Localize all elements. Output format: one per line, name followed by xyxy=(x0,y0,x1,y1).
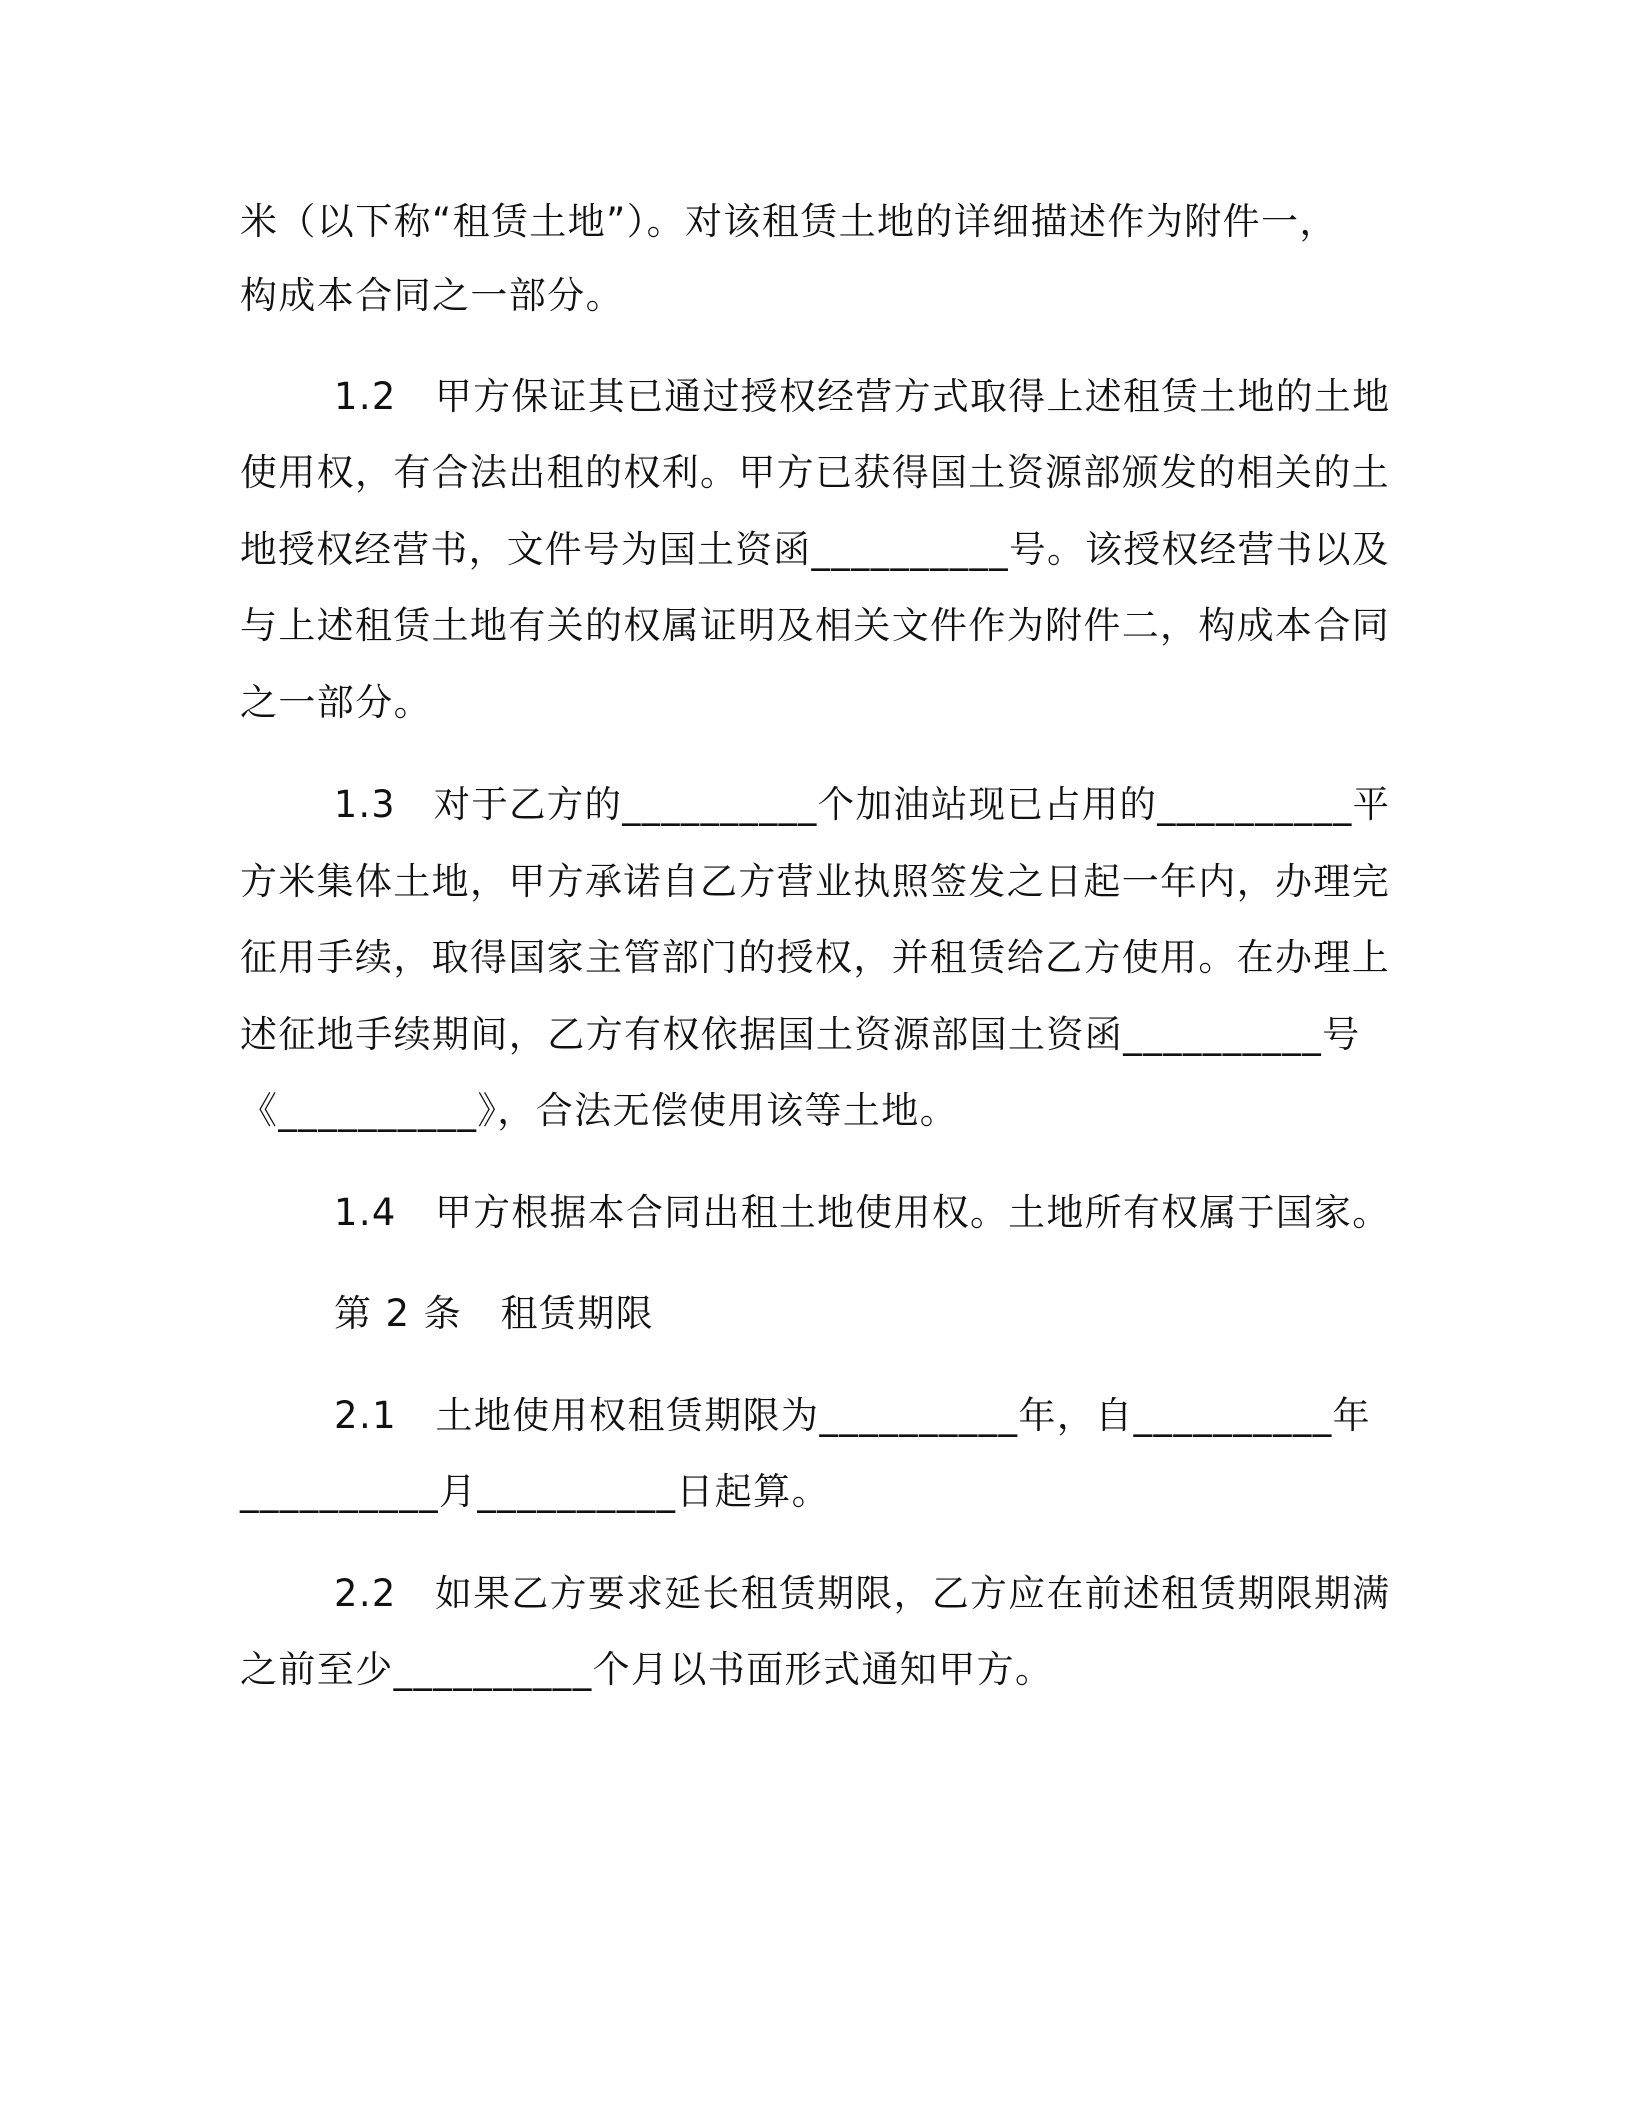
clause-1-3-line-2: 方米集体土地，甲方承诺自乙方营业执照签发之日起一年内，办理完 xyxy=(240,860,1391,903)
paragraph-1-1-line-3: 构成本合同之一部分。 xyxy=(240,274,624,317)
clause-1-4-line-1: 1.4 甲方根据本合同出租土地使用权。土地所有权属于国家。 xyxy=(334,1191,1391,1234)
clause-2-1-line-2: __________月__________日起算。 xyxy=(240,1470,830,1513)
clause-1-2-line-4: 与上述租赁土地有关的权属证明及相关文件作为附件二，构成本合同 xyxy=(240,604,1391,647)
clause-1-2-line-2: 使用权，有合法出租的权利。甲方已获得国土资源部颁发的相关的土 xyxy=(240,451,1391,494)
clause-2-2-line-1: 2.2 如果乙方要求延长租赁期限，乙方应在前述租赁期限期满 xyxy=(334,1572,1391,1615)
clause-1-2-line-3: 地授权经营书，文件号为国土资函__________号。该授权经营书以及 xyxy=(240,528,1390,571)
clause-1-2-line-5: 之一部分。 xyxy=(240,681,432,724)
clause-2-2-line-2: 之前至少__________个月以书面形式通知甲方。 xyxy=(240,1648,1054,1691)
clause-1-3-line-1: 1.3 对于乙方的__________个加油站现已占用的__________平 xyxy=(334,783,1391,826)
clause-1-3-line-5: 《__________》，合法无偿使用该等土地。 xyxy=(240,1089,959,1132)
clause-1-3-line-3: 征用手续，取得国家主管部门的授权，并租赁给乙方使用。在办理上 xyxy=(240,936,1391,979)
article-2-heading: 第 2 条 租赁期限 xyxy=(334,1292,655,1335)
clause-1-3-line-4: 述征地手续期间，乙方有权依据国土资源部国土资函__________号 xyxy=(240,1013,1361,1056)
clause-1-2-line-1: 1.2 甲方保证其已通过授权经营方式取得上述租赁土地的土地 xyxy=(334,375,1391,418)
paragraph-1-1-line-2: 米（以下称“租赁土地”）。对该租赁土地的详细描述作为附件一， xyxy=(240,200,1338,243)
clause-2-1-line-1: 2.1 土地使用权租赁期限为__________年，自__________年 xyxy=(334,1394,1372,1437)
